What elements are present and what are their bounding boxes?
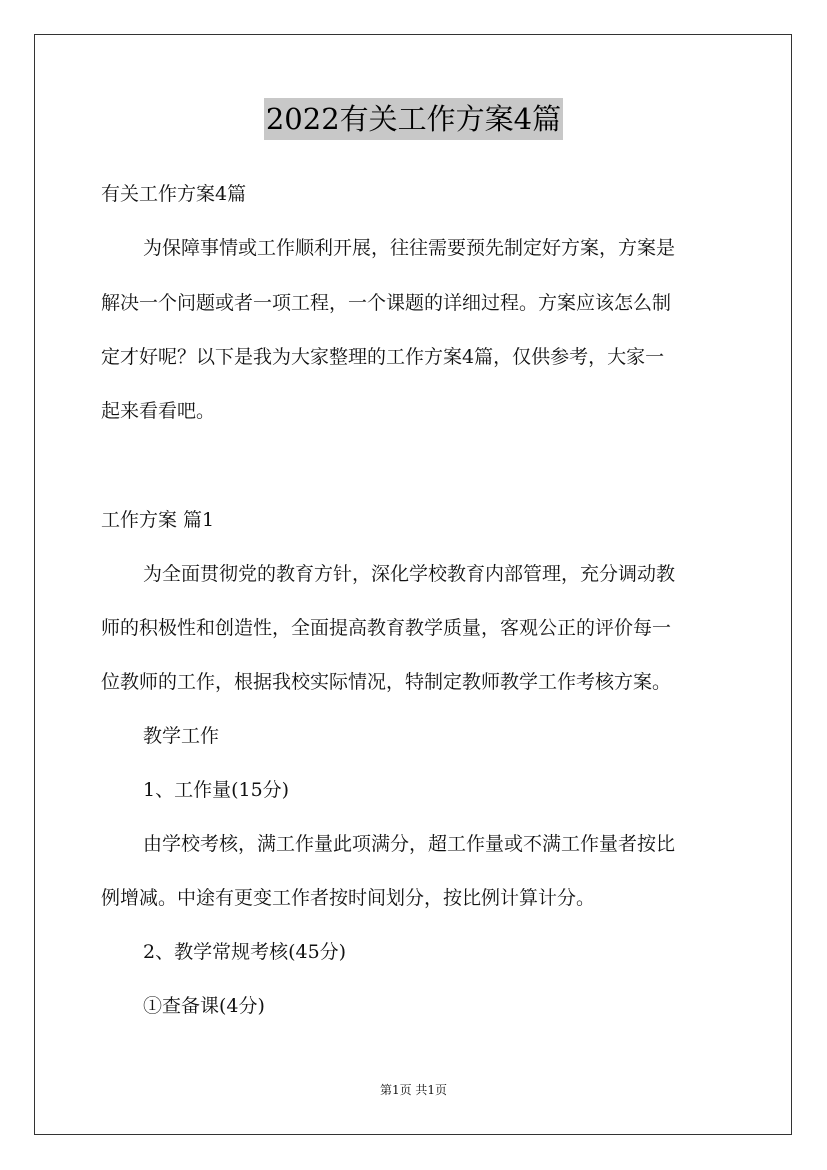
item2-heading: 2、教学常规考核(45分) [143,941,347,963]
section-line-1: 为全面贯彻党的教育方针，深化学校教育内部管理，充分调动教 [143,563,676,585]
title-container [0,98,827,140]
section-heading: 工作方案 篇1 [101,509,215,531]
document-title: 2022有关工作方案4篇 [264,98,563,140]
item2-sub: ①查备课(4分) [143,995,265,1017]
item1-line-2: 例增减。中途有更变工作者按时间划分，按比例计算计分。 [101,887,596,909]
intro-line-1: 为保障事情或工作顺利开展，往往需要预先制定好方案，方案是 [143,237,676,259]
item1-line-1: 由学校考核，满工作量此项满分，超工作量或不满工作量者按比 [143,833,676,855]
section-line-3: 位教师的工作，根据我校实际情况，特制定教师教学工作考核方案。 [101,671,672,693]
intro-line-3: 定才好呢？以下是我为大家整理的工作方案4篇，仅供参考，大家一 [101,346,665,368]
teaching-heading: 教学工作 [143,725,220,747]
intro-line-4: 起来看看吧。 [101,400,216,422]
section-line-2: 师的积极性和创造性，全面提高教育教学质量，客观公正的评价每一 [101,617,672,639]
page-footer: 第1页 共1页 [379,1083,448,1097]
item1-heading: 1、工作量(15分) [143,779,290,801]
intro-line-2: 解决一个问题或者一项工程，一个课题的详细过程。方案应该怎么制 [101,292,672,314]
document-subtitle: 有关工作方案4篇 [101,183,247,205]
